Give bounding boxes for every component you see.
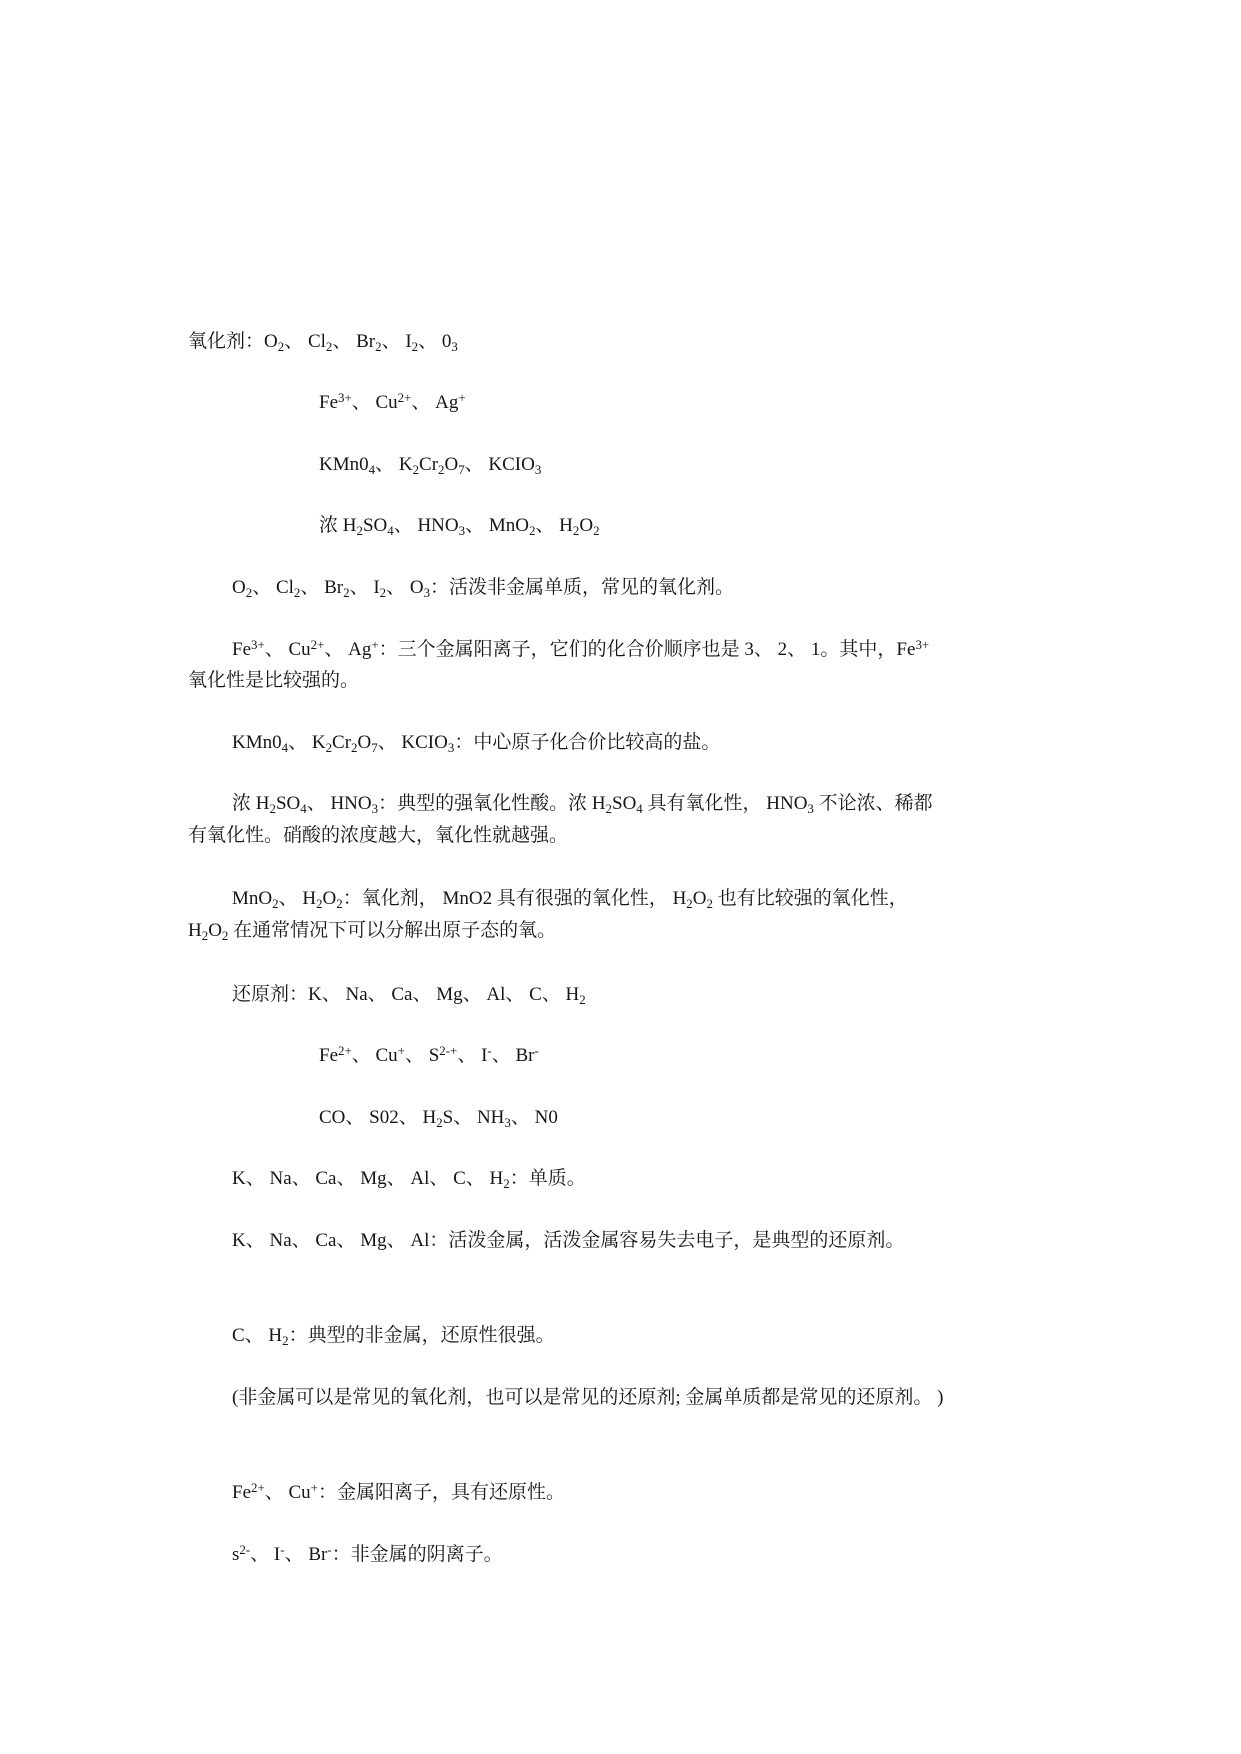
text-run: 、 Cu [351, 1045, 398, 1066]
superscript: 3+ [915, 636, 930, 652]
subscript: 2 [282, 1332, 289, 1348]
subscript: 4 [281, 739, 289, 755]
text-run: 、 KCIO [377, 732, 448, 753]
text-run: 、 I [457, 1045, 488, 1066]
subscript: 2 [293, 584, 301, 600]
text-run: Cr [332, 732, 352, 753]
text-run: 在通常情况下可以分解出原子态的氧。 [228, 920, 557, 941]
text-run: 浓 H [232, 793, 270, 814]
subscript: 2 [375, 338, 382, 354]
text-run: (非金属可以是常见的氧化剂，也可以是常见的还原剂; 金属单质都是常见的还原剂。 ) [232, 1387, 944, 1408]
text-run: O [444, 454, 459, 475]
text-run: 、 HNO [306, 793, 372, 814]
text-run: O [579, 515, 594, 536]
subscript: 2 [221, 927, 229, 943]
text-run: O [322, 888, 337, 909]
text-run: 有氧化性。硝酸的浓度越大，氧化性就越强。 [188, 825, 569, 846]
oxidant-acids-line [319, 514, 600, 538]
subscript: 3 [458, 522, 466, 538]
text-run: ：三个金属阳离子，它们的化合价顺序也是 3、 2、 1。其中，Fe [378, 639, 916, 660]
nonmetal-reductants-note [232, 1324, 555, 1348]
metal-ions-note [232, 638, 929, 662]
text-run: 、 0 [418, 331, 452, 352]
nonmetal-anions-note [232, 1543, 503, 1567]
text-run: 也有比较强的氧化性， [712, 888, 908, 909]
oxidant-salts-line [319, 453, 541, 477]
subscript: 2 [436, 1114, 443, 1130]
subscript: 3 [423, 584, 431, 600]
text-run: 、 Ag [324, 639, 372, 660]
reducing-cations-note [232, 1481, 565, 1505]
subscript: 7 [458, 461, 465, 477]
text-run: 、 N0 [510, 1107, 558, 1128]
subscript: 2 [351, 739, 358, 755]
peroxide-note-cont [188, 919, 556, 943]
text-run: H [188, 920, 202, 941]
reductant-heading-line [232, 983, 586, 1007]
superscript: + [371, 636, 379, 652]
subscript: 2 [343, 584, 350, 600]
text-run: K、 Na、 Ca、 Mg、 Al、 C、 H [232, 1168, 504, 1189]
high-valence-salts-note [232, 731, 720, 755]
text-run: ：氧化剂， MnO2 具有很强的氧化性， H [342, 888, 687, 909]
text-run: ：典型的非金属，还原性很强。 [288, 1325, 555, 1346]
text-run: 、 Cu [264, 639, 311, 660]
text-run: 、 K [288, 732, 326, 753]
text-run: ：非金属的阴离子。 [331, 1544, 503, 1565]
text-run: 、 H [535, 515, 573, 536]
text-run: 、 Cu [351, 392, 398, 413]
subscript: 3 [504, 1114, 511, 1130]
text-run: Cr [419, 454, 439, 475]
subscript: 2 [579, 991, 586, 1007]
text-run: 还原剂：K、 Na、 Ca、 Mg、 Al、 C、 H [232, 984, 580, 1005]
text-run: Fe [232, 639, 251, 660]
subscript: 2 [356, 522, 363, 538]
text-run: 氧化剂：O [188, 331, 278, 352]
peroxide-note [232, 887, 908, 911]
text-run: 、 O [386, 577, 424, 598]
text-run: O [692, 888, 707, 909]
text-run: 具有氧化性， HNO [642, 793, 808, 814]
text-run: 、 I [349, 577, 380, 598]
text-run: O [208, 920, 222, 941]
text-run: ：金属阳离子，具有还原性。 [317, 1482, 565, 1503]
subscript: 4 [300, 800, 307, 816]
text-run: 、 MnO [465, 515, 529, 536]
text-run: Fe [319, 1045, 338, 1066]
text-run: 、 Br [491, 1045, 535, 1066]
text-run: 、 Br [284, 1544, 328, 1565]
text-run: K、 Na、 Ca、 Mg、 Al：活泼金属，活泼金属容易失去电子，是典型的还原剂。 [232, 1230, 905, 1251]
text-run: 、 H [278, 888, 317, 909]
text-run: KMn0 [319, 454, 369, 475]
superscript: + [310, 1479, 318, 1495]
superscript: + [458, 389, 466, 405]
superscript: 2+ [251, 1479, 265, 1495]
text-run: 、 I [381, 331, 412, 352]
subscript: 2 [686, 895, 693, 911]
reductant-elements-note [232, 1167, 586, 1191]
reductant-ions-line [319, 1044, 539, 1068]
text-run: Fe [319, 392, 338, 413]
text-run: ：活泼非金属单质，常见的氧化剂。 [430, 577, 735, 598]
text-run: 浓 H [319, 515, 357, 536]
text-run: 、 Cl [284, 331, 326, 352]
oxidizing-acids-note [232, 792, 933, 816]
superscript: 2+ [310, 636, 325, 652]
subscript: 2 [572, 522, 580, 538]
text-run: ：中心原子化合价比较高的盐。 [454, 732, 721, 753]
subscript: 2 [438, 461, 445, 477]
text-run: ：典型的强氧化性酸。浓 H [378, 793, 606, 814]
subscript: 2 [706, 895, 713, 911]
oxidant-heading-line [188, 330, 458, 354]
text-run: KMn0 [232, 732, 282, 753]
text-run: CO、 S02、 H [319, 1107, 437, 1128]
subscript: 2 [201, 927, 209, 943]
text-run: 不论浓、稀都 [813, 793, 933, 814]
subscript: 2 [379, 584, 387, 600]
subscript: 2 [503, 1175, 510, 1191]
superscript: + [397, 1042, 405, 1058]
subscript: 2 [272, 895, 279, 911]
superscript: 2+ [397, 389, 412, 405]
subscript: 2 [528, 522, 536, 538]
text-run: 、 I [250, 1544, 281, 1565]
subscript: 2 [412, 461, 420, 477]
subscript: 4 [636, 800, 643, 816]
text-run: ：单质。 [509, 1168, 586, 1189]
superscript: 2- [239, 1541, 251, 1557]
nonmetal-oxidants-note [232, 576, 734, 600]
superscript: - [487, 1042, 492, 1058]
subscript: 2 [269, 800, 276, 816]
text-run: 、 S [404, 1045, 440, 1066]
subscript: 4 [387, 522, 394, 538]
superscript: 3+ [338, 389, 352, 405]
subscript: 3 [534, 461, 542, 477]
subscript: 3 [451, 338, 458, 354]
subscript: 2 [325, 338, 333, 354]
text-run: MnO [232, 888, 273, 909]
text-run: 、 HNO [393, 515, 459, 536]
oxidizing-acids-note-cont [188, 824, 568, 848]
superscript: 2+ [338, 1042, 352, 1058]
subscript: 2 [316, 895, 323, 911]
superscript: 2-+ [439, 1042, 458, 1058]
text-run: 、 K [375, 454, 413, 475]
subscript: 2 [411, 338, 419, 354]
subscript: 2 [325, 739, 333, 755]
text-run: SO [275, 793, 301, 814]
text-run: SO [612, 793, 637, 814]
subscript: 2 [277, 338, 285, 354]
text-run: 、 KCIO [464, 454, 535, 475]
text-run: Fe [232, 1482, 251, 1503]
text-run: 、 Cu [264, 1482, 311, 1503]
text-run: O [357, 732, 372, 753]
subscript: 2 [336, 895, 343, 911]
parenthetical-note [232, 1386, 943, 1410]
subscript: 3 [807, 800, 814, 816]
text-run: 、 Br [300, 577, 344, 598]
subscript: 3 [447, 739, 455, 755]
subscript: 3 [371, 800, 379, 816]
metal-ions-note-cont [188, 669, 359, 693]
superscript: - [327, 1541, 332, 1557]
reductant-compounds-line [319, 1106, 558, 1130]
text-run: 、 Br [332, 331, 376, 352]
text-run: C、 H [232, 1325, 283, 1346]
subscript: 2 [593, 522, 600, 538]
text-run: 、 Ag [411, 392, 459, 413]
subscript: 2 [245, 584, 253, 600]
subscript: 4 [368, 461, 376, 477]
subscript: 2 [605, 800, 612, 816]
text-run: s [232, 1544, 240, 1565]
text-run: 氧化性是比较强的。 [188, 670, 360, 691]
superscript: - [534, 1042, 539, 1058]
superscript: 3+ [251, 636, 265, 652]
superscript: - [280, 1541, 285, 1557]
oxidant-ions-line [319, 391, 466, 415]
active-metals-note [232, 1229, 904, 1253]
text-run: O [232, 577, 246, 598]
text-run: SO [362, 515, 388, 536]
text-run: 、 Cl [252, 577, 294, 598]
subscript: 7 [371, 739, 378, 755]
text-run: S、 NH [442, 1107, 505, 1128]
